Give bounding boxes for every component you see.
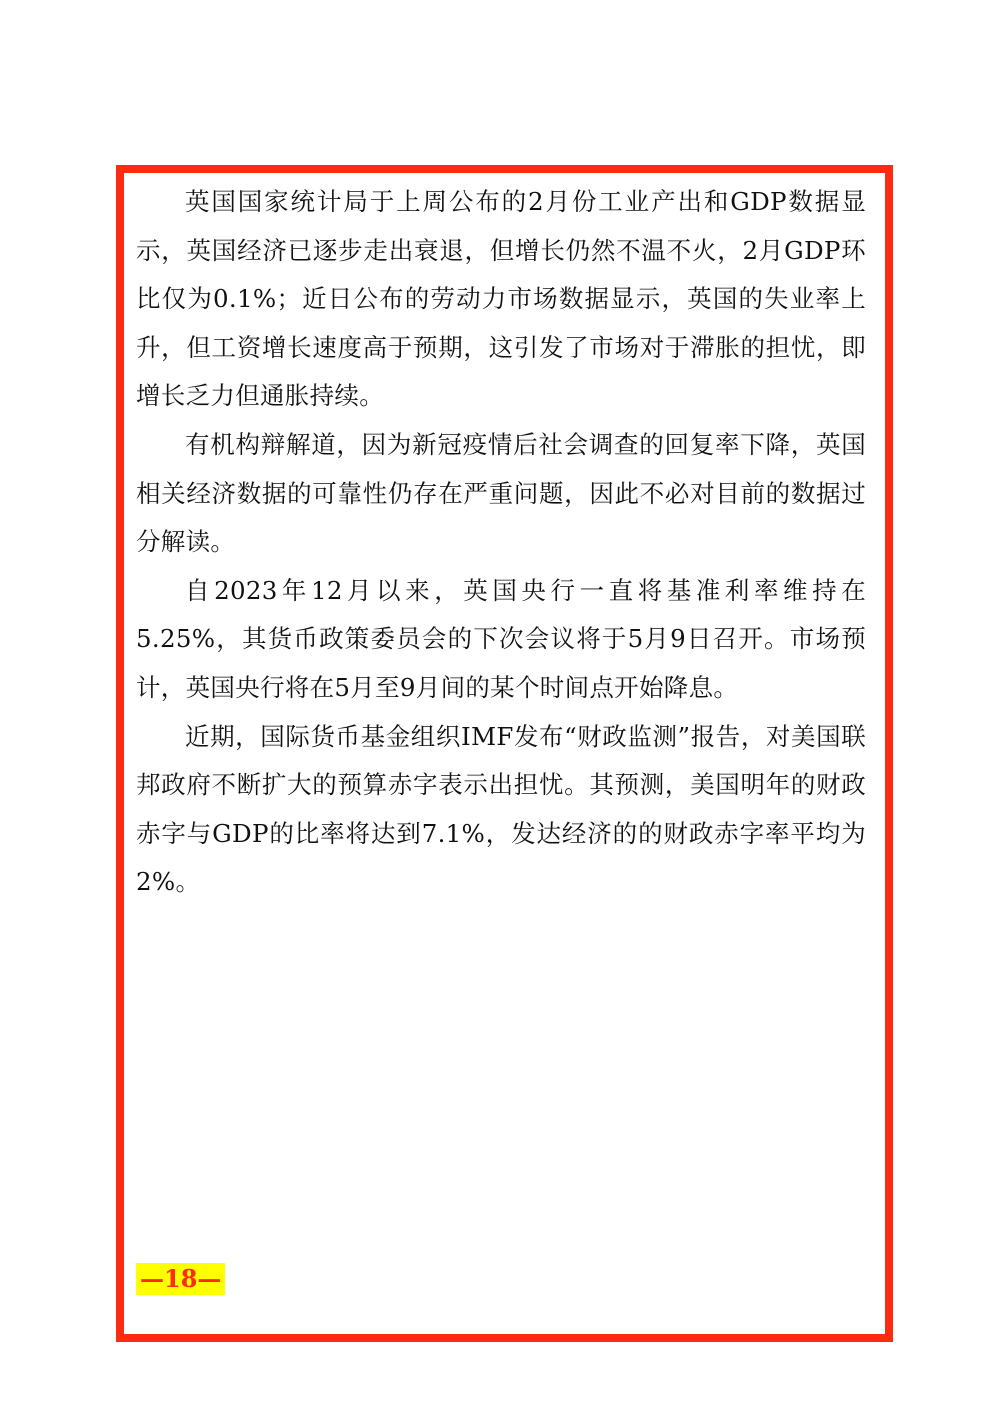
page-number: —18—	[136, 1263, 225, 1295]
paragraph-boe-rates: 自2023年12月以来，英国央行一直将基准利率维持在5.25%，其货币政策委员会的下次会议将于5月9日召开。市场预计，英国央行将在5月至9月间的某个时间点开始降息。	[136, 575, 866, 702]
paragraph-imf-fiscal-monitor: 近期，国际货币基金组织IMF发布“财政监测”报告，对美国联邦政府不断扩大的预算赤字表示出担忧。其预测，美国明年的财政赤字与GDP的比率将达到7.1%，发达经济的的财政赤字率平均为2%。	[136, 721, 866, 897]
paragraph-uk-economy: 英国国家统计局于上周公布的2月份工业产出和GDP数据显示，英国经济已逐步走出衰退，但增长仍然不温不火，2月GDP环比仅为0.1%；近日公布的劳动力市场数据显示，英国的失业率上升，但工资增长速度高于预期，这引发了市场对于滞胀的担忧，即增长乏力但通胀持续。	[136, 187, 866, 411]
paragraph-data-reliability: 有机构辩解道，因为新冠疫情后社会调查的回复率下降，英国相关经济数据的可靠性仍存在严重问题，因此不必对目前的数据过分解读。	[136, 429, 866, 557]
document-body	[136, 178, 866, 907]
